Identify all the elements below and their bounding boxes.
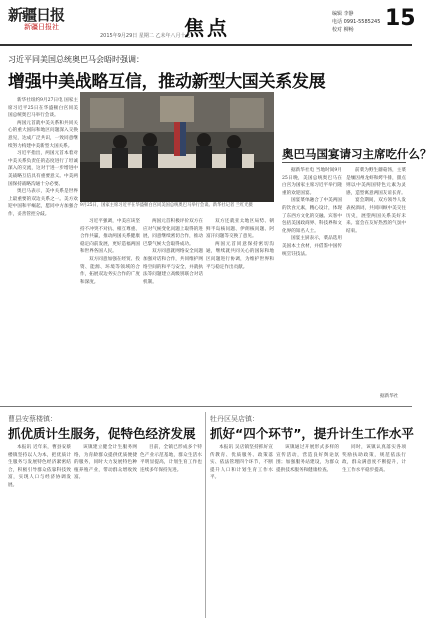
paragraph: 该镇建立健全计生服务网络，为育龄群众提供优质便捷的服务，同时大力发展特色种植养殖产业，带动群众增收致富。	[74, 445, 137, 481]
column-divider	[205, 412, 206, 618]
bottom-right-kicker: 牡丹区吴店镇：	[210, 415, 259, 423]
paragraph: 两国元首就中美关系和共同关心的重大国际和地区问题深入交换意见，达成广泛共识，一致同意继续努力构建中美新型大国关系。	[8, 120, 78, 149]
sidebar-column-2	[346, 167, 406, 391]
bottom-right-column-1	[210, 444, 273, 619]
paragraph: 奥巴马表示，美中关系是世界上最重要的双边关系之一。美方欢迎中国和平崛起，愿同中方加强合作，妥善管控分歧。	[8, 189, 78, 217]
lead-column-3	[143, 218, 203, 403]
paragraph: 双方还就亚太地区局势、朝鲜半岛核问题、伊朗核问题、阿富汗问题等交换了意见。	[206, 219, 274, 240]
editor-line: 编辑 李静	[332, 11, 354, 17]
paragraph: 两国元首同意保持密切沟通，继续就共同关心的国际和地区问题进行协调，为维护世界和平与稳定作出贡献。	[206, 241, 274, 270]
section-title: 焦点	[184, 16, 230, 40]
paragraph: 据新华社电 当地时间9月25日晚，美国总统奥巴马在白宫为国家主席习近平举行隆重的欢迎国宴。	[282, 168, 342, 196]
paragraph: 双方同意就网络安全问题加强对话和合作，共同维护网络空间的和平与安全，并就执法等问题建立高级别联合对话机制。	[143, 249, 203, 285]
paragraph: 新华社纽约9月27日电 国家主席习近平25日在华盛顿白宫同美国总统奥巴马举行会谈。	[8, 98, 78, 119]
paragraph: 国宴主厨表示，菜品选用美国本土食材，并借鉴中国传统烹饪技法。	[282, 236, 342, 257]
bottom-left-kicker: 曹县安蔡楼镇：	[8, 415, 57, 423]
masthead-divider	[0, 44, 412, 46]
lead-headline: 增强中美战略互信，推动新型大国关系发展	[8, 72, 326, 92]
section-divider	[0, 406, 412, 407]
lead-column-2	[80, 218, 140, 403]
bottom-left-column-3	[140, 444, 202, 619]
bottom-right-column-2	[276, 444, 339, 619]
news-photo	[80, 92, 274, 202]
meeting-photo-illustration	[80, 92, 274, 202]
paragraph: 前菜为野生蘑菇汤，主菜是缅因州龙虾和烤牛排，甜点则以中美两国特色元素为灵感，造型寓意两国友谊长青。	[346, 168, 406, 196]
paragraph: 两国元首积极评价双方在应对气候变化问题上取得的进展，同意继续密切合作，推动巴黎气候大会取得成功。	[143, 219, 203, 247]
paragraph: 宴会期间，双方领导人发表祝酒词，共同回顾中美交往历史，展望两国关系美好未来。宴会在友好热烈的气氛中结束。	[346, 198, 406, 234]
sidebar-byline: 据新华社	[380, 394, 399, 399]
logo-subtitle: 新疆日报社	[24, 23, 59, 31]
paragraph: 双方同意加强在经贸、投资、能源、环境等领域的合作，拓展双边务实合作的广度和深度。	[80, 256, 140, 285]
bottom-right-headline: 抓好“四个环节”，提升计生工作水平	[210, 426, 414, 441]
issue-date: 2015年9月29日 星期二 乙未年八月十七	[100, 33, 191, 39]
lead-column-1	[8, 97, 78, 402]
bottom-left-column-2	[74, 444, 137, 619]
bottom-left-column-1	[8, 444, 71, 619]
page-number: 15	[385, 6, 416, 31]
paragraph: 本报讯 近年来，曹县安蔡楼镇坚持以人为本，把优质计生服务与发展特色经济紧密结合，积极引导群众依靠科技致富，实现人口与经济协调发展。	[8, 445, 71, 488]
lead-kicker: 习近平同美国总统奥巴马会晤时强调：	[8, 55, 144, 64]
paragraph: 同时，该镇认真落实各项奖励扶助政策，规范依法行政，群众满意度不断提升，计生工作水平稳步提高。	[342, 445, 406, 473]
paragraph: 该镇通过开展形式多样的宣传活动，营造良好舆论氛围；加强服务站建设，为群众提供技术服务和健康检查。	[276, 445, 339, 473]
paragraph: 国宴菜单融合了中美两国的饮食元素，精心设计，体现了东西方文化的交融。宾客中包括美国政商界、科技界和文化界的知名人士。	[282, 198, 342, 234]
photo-caption: 9月25日，国家主席习近平在华盛顿白宫同美国总统奥巴马举行会谈。新华社记者 兰红光摄	[80, 203, 253, 208]
paragraph: 习近平强调，中美应该坚持不冲突不对抗、相互尊重、合作共赢，推动两国关系健康稳定向前发展，更好造福两国和世界各国人民。	[80, 219, 140, 255]
sidebar-column-1	[282, 167, 342, 402]
bottom-left-headline: 抓优质计生服务，促特色经济发展	[8, 426, 196, 441]
paragraph: 本报讯 吴店镇坚持抓好宣传教育、优质服务、政策落实、依法管理四个环节，不断提升人口和计划生育工作水平。	[210, 445, 273, 481]
paragraph: 目前，全镇已形成多个特色产业示范基地，群众生活水平明显提高，计划生育工作也连续多年保持先进。	[140, 445, 202, 473]
sidebar-divider	[282, 162, 406, 163]
logo-text: 新疆日报	[8, 6, 65, 24]
lead-column-4	[206, 218, 274, 403]
page-meta	[332, 10, 380, 34]
phone-line: 电话 0991-5585245	[332, 19, 381, 25]
proofread-line: 校对 柳畅	[332, 27, 354, 33]
paragraph: 习近平指出，两国元首本着对中美关系负责任的态度进行了坦诚深入的交流，这对于进一步增进中美战略互信具有重要意义。中美两国保持战略沟通十分必要。	[8, 151, 78, 187]
sidebar-headline: 奥巴马国宴请习主席吃什么？	[282, 147, 432, 161]
bottom-right-column-3	[342, 444, 406, 619]
